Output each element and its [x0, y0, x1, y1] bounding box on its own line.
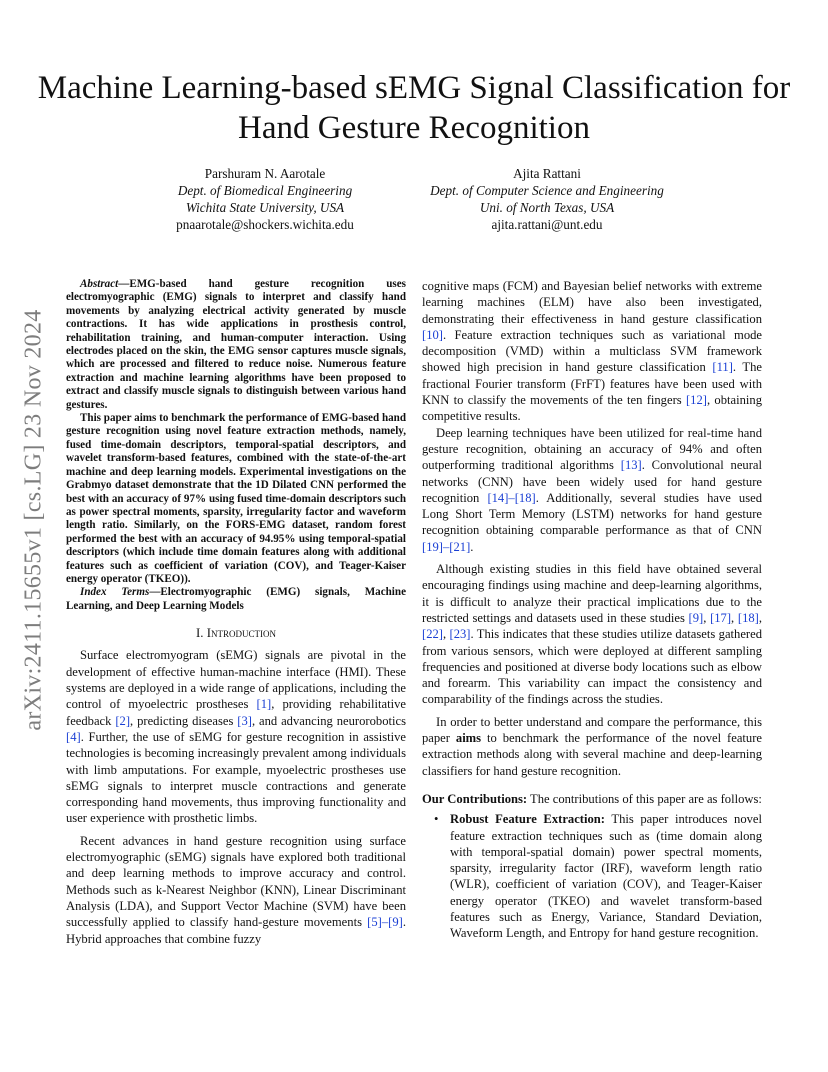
citation-link[interactable]: [12] — [685, 393, 707, 408]
bullet-label: Robust Feature Extraction: — [450, 812, 605, 827]
list-item: • Robust Feature Extraction: This paper introduces novel feature extraction techniques such as (time domain along with temporal-spatial domain) power spectral moments, sparsity, irregularity factor (IRF), waveform length ratio (WLR), coefficient of variation (COV), and Teager-Kaiser energy operator (TKEO) and wavelet transform-based features such as Energy, Variance, Standard Deviation, Waveform Length, and Entropy for hand gesture recognition. — [422, 811, 762, 941]
abstract-paragraph-1 — [66, 278, 406, 412]
author-university: Wichita State University, USA — [185, 200, 345, 215]
citation-link[interactable]: [11] — [712, 360, 733, 375]
paper-title: Machine Learning-based sEMG Signal Classification for Hand Gesture Recognition — [37, 70, 791, 146]
citation-link[interactable]: [10] — [422, 327, 443, 342]
abstract-label: Abstract — [80, 278, 119, 290]
body-paragraph-4: In order to better understand and compare the performance, this paper aims to benchmark the performance of the novel feature extraction methods along with several machine and deep-learning classifiers for hand gesture recognition. — [422, 714, 762, 778]
left-column — [66, 278, 406, 947]
citation-link[interactable]: [5]–[9] — [367, 915, 403, 930]
citation-link[interactable]: [4] — [66, 729, 81, 744]
contributions-intro: Our Contributions: The contributions of this paper are as follows: — [422, 791, 762, 806]
body-paragraph-1: cognitive maps (FCM) and Bayesian belief networks with extreme learning machines (ELM) have also been investigated, demonstrating their effectiveness in hand gesture classification [10]. Feature extraction techniques such as variational mode decomposition (VMD) within a multiclass SVM framework showed high precision in hand gesture classification [11]. The fractional Fourier transform (FrFT) features have been used with KNN to classify the movements of the ten fingers [12], obtaining competitive results. — [422, 279, 762, 424]
section-heading-introduction: I. Introduction — [196, 626, 276, 641]
right-column — [422, 278, 762, 942]
index-terms-label: Index Terms — [80, 586, 150, 599]
author-dept: Dept. of Biomedical Engineering — [177, 183, 353, 198]
intro-paragraph-1: Surface electromyogram (sEMG) signals are pivotal in the development of effective human-machine interface (HMI). These systems are deployed in a wide range of applications, including the control of myoelectric prostheses [1], providing rehabilitative feedback [2], predicting diseases [3], and advancing neurorobotics [4]. Further, the use of sEMG for gesture recognition in assistive technologies is becoming increasingly prevalent among individuals with limb amputations. For example, myoelectric prostheses use sEMG signals to interpret muscle contractions and generate corresponding hand movements, thus improving functionality and user experience with prosthetic limbs. — [66, 648, 406, 826]
index-terms — [66, 586, 406, 613]
citation-link[interactable]: [22] — [422, 627, 443, 642]
citation-link[interactable]: [17] — [710, 610, 732, 625]
citation-link[interactable]: [3] — [237, 713, 252, 728]
author-name: Ajita Rattani — [513, 166, 581, 181]
citation-link[interactable]: [18] — [737, 610, 759, 625]
body-paragraph-2: Deep learning techniques have been utilized for real-time hand gesture recognition, obtaining an accuracy of 94% and often outperforming traditional algorithms [13]. Convolutional neural networks (CNN) have been widely used for hand gesture recognition [14]–[18]. Additionally, several studies have used Long Short Term Memory (LSTM) networks for hand gesture recognition obtaining comparable performance as that of CNN [19]–[21]. — [422, 425, 762, 554]
citation-link[interactable]: [2] — [115, 713, 131, 728]
arxiv-stamp — [20, 280, 48, 760]
author-university: Uni. of North Texas, USA — [479, 200, 615, 215]
contributions-list — [422, 811, 762, 941]
citation-link[interactable]: [14]–[18] — [487, 490, 536, 505]
abstract-paragraph-2: This paper aims to benchmark the performance of EMG-based hand gesture recognition using novel feature extraction methods, namely, fused time-domain descriptors, temporal-spatial descriptors, and wavelet transform-based features, combined with the state-of-the-art machine and deep learning models. Experimental investigations on the Grabmyo dataset demonstrate that the 1D Dilated CNN performed the best with an accuracy of 97% using fused time-domain descriptors such as power spectral moments, sparsity, irregularity factor and waveform length ratio. Similarly, on the FORS-EMG dataset, random forest performed the best with an accuracy of 94.95% using temporal-spatial descriptors (which include time domain features along with additional features such as coefficient of variation (COV), and Teager-Kaiser energy operator (TKEO)). — [66, 412, 406, 585]
intro-paragraph-2: Recent advances in hand gesture recognition using surface electromyographic (sEMG) signals have explored both traditional and deep learning methods to improve accuracy and control. Methods such as k-Nearest Neighbor (KNN), Linear Discriminant Analysis (LDA), and Support Vector Machine (SVM) have been successfully applied to classify hand-gesture movements [5]–[9]. Hybrid approaches that combine fuzzy — [66, 833, 406, 946]
citation-link[interactable]: [13] — [620, 458, 642, 473]
author-2 — [397, 165, 697, 233]
arxiv-identifier: arXiv:2411.15655v1 [cs.LG] 23 Nov 2024 — [20, 309, 47, 731]
author-email: ajita.rattani@unt.edu — [491, 217, 603, 232]
citation-link[interactable]: [9] — [688, 610, 704, 625]
citation-link[interactable]: [1] — [256, 697, 272, 712]
author-name: Parshuram N. Aarotale — [204, 166, 326, 181]
index-terms-text: —Electromyographic (EMG) signals, Machine Learning, and Deep Learning Models — [66, 586, 406, 612]
citation-link[interactable]: [19]–[21] — [422, 539, 471, 554]
body-paragraph-3: Although existing studies in this field have obtained several encouraging findings using machine and deep-learning algorithms, it is difficult to analyze their practical implications due to the restricted settings and datasets used in these studies [9], [17], [18], [22], [23]. This indicates that these studies utilize datasets gathered from various sensors, which were deployed at different sampling frequencies and positioned at diverse body locations such as elbow and forearm. This variability can impact the consistency and comparability of the findings across the studies. — [422, 562, 763, 707]
contributions-label: Our Contributions: — [422, 791, 528, 806]
author-email: pnaarotale@shockers.wichita.edu — [176, 217, 354, 232]
abstract-text: —EMG-based hand gesture recognition uses electromyographic (EMG) signals to interpret and classify hand movements by analyzing electrical activity generated by muscle contractions. It has wide applications in prosthesis control, rehabilitation training, and human-computer interaction. Using electrodes placed on the skin, the EMG sensor captures muscle signals, which are processed and filtered to reduce noise. Numerous feature extraction and machine learning algorithms have been proposed to extract and classify muscle signals to distinguish between various hand gestures. — [66, 278, 406, 411]
citation-link[interactable]: [23] — [449, 627, 471, 642]
author-dept: Dept. of Computer Science and Engineering — [430, 183, 664, 198]
author-1 — [115, 165, 415, 233]
